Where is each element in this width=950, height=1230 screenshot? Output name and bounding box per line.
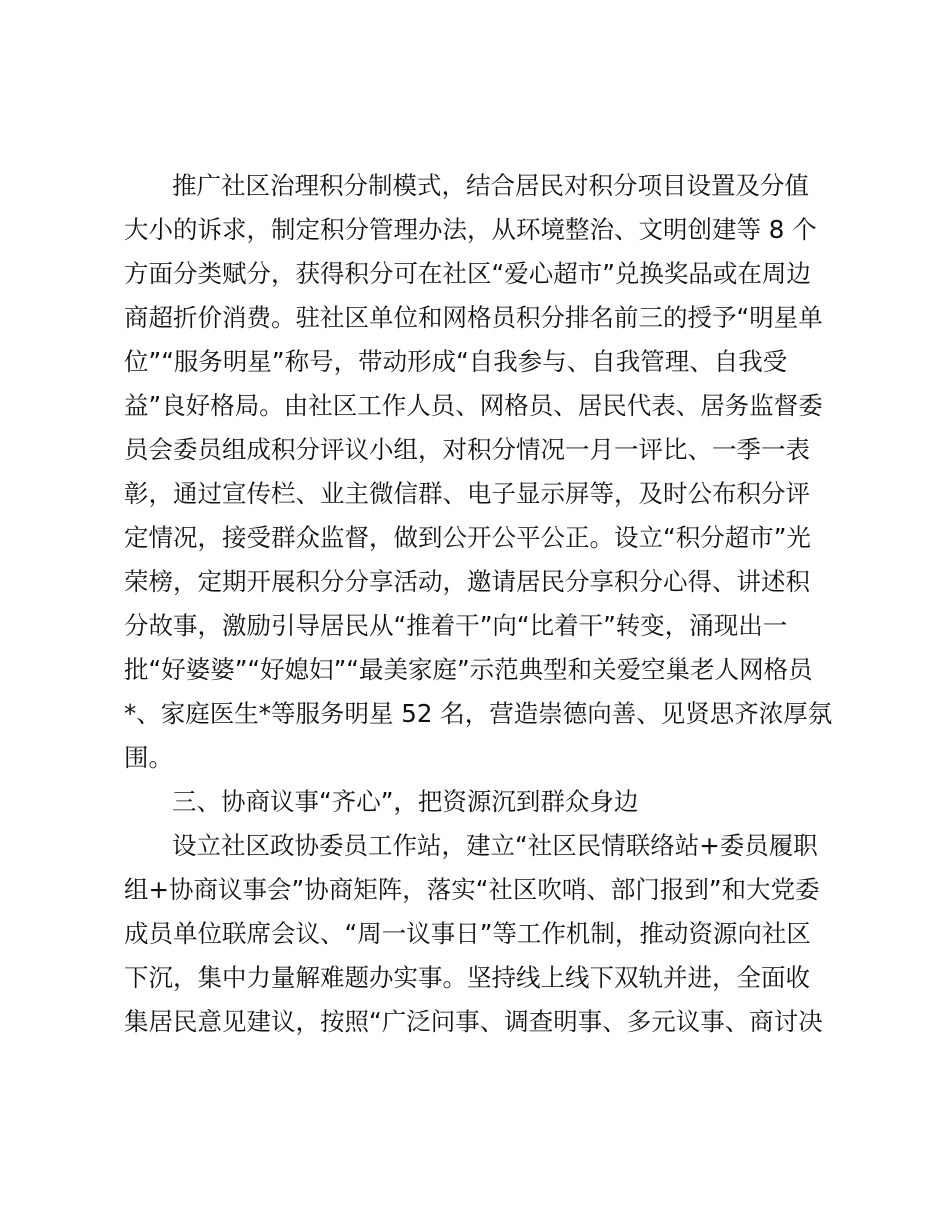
text-line: 荣榜，定期开展积分分享活动，邀请居民分享积分心得、讲述积 (124, 567, 810, 596)
text-line: 益”良好格局。由社区工作人员、网格员、居民代表、居务监督委 (124, 391, 823, 420)
text-line: 彰，通过宣传栏、业主微信群、电子显示屏等，及时公布积分评 (124, 479, 810, 508)
text-line: 方面分类赋分，获得积分可在社区“爱心超市”兑换奖品或在周边 (124, 259, 811, 288)
text-line: 批“好婆婆”“好媳妇”“最美家庭”示范典型和关爱空巢老人网格员 (124, 655, 813, 684)
text-line: *、家庭医生*等服务明星 52 名，营造崇德向善、见贤思齐浓厚氛 (124, 699, 833, 728)
text-line: 集居民意见建议，按照“广泛问事、调查明事、多元议事、商讨决 (124, 1007, 823, 1036)
text-line: 定情况，接受群众监督，做到公开公平公正。设立“积分超市”光 (124, 523, 811, 552)
text-line: 大小的诉求，制定积分管理办法，从环境整治、文明创建等 8 个 (124, 215, 817, 244)
text-line: 组+协商议事会”协商矩阵，落实“社区吹哨、部门报到”和大党委 (124, 875, 820, 904)
text-line: 员会委员组成积分评议小组，对积分情况一月一评比、一季一表 (124, 435, 810, 464)
text-line: 推广社区治理积分制模式，结合居民对积分项目设置及分值 (172, 171, 809, 200)
section-heading: 三、协商议事“齐心”，把资源沉到群众身边 (172, 787, 639, 816)
text-line: 位”“服务明星”称号，带动形成“自我参与、自我管理、自我受 (124, 347, 788, 376)
text-line: 围。 (124, 743, 173, 772)
text-line: 下沉，集中力量解难题办实事。坚持线上线下双轨并进，全面收 (124, 963, 810, 992)
text-line: 设立社区政协委员工作站，建立“社区民情联络站+委员履职 (172, 831, 818, 860)
text-line: 商超折价消费。驻社区单位和网格员积分排名前三的授予“明星单 (124, 303, 823, 332)
text-line: 成员单位联席会议、“周一议事日”等工作机制，推动资源向社区 (124, 919, 811, 948)
text-line: 分故事，激励引导居民从“推着干”向“比着干”转变，涌现出一 (124, 611, 788, 640)
